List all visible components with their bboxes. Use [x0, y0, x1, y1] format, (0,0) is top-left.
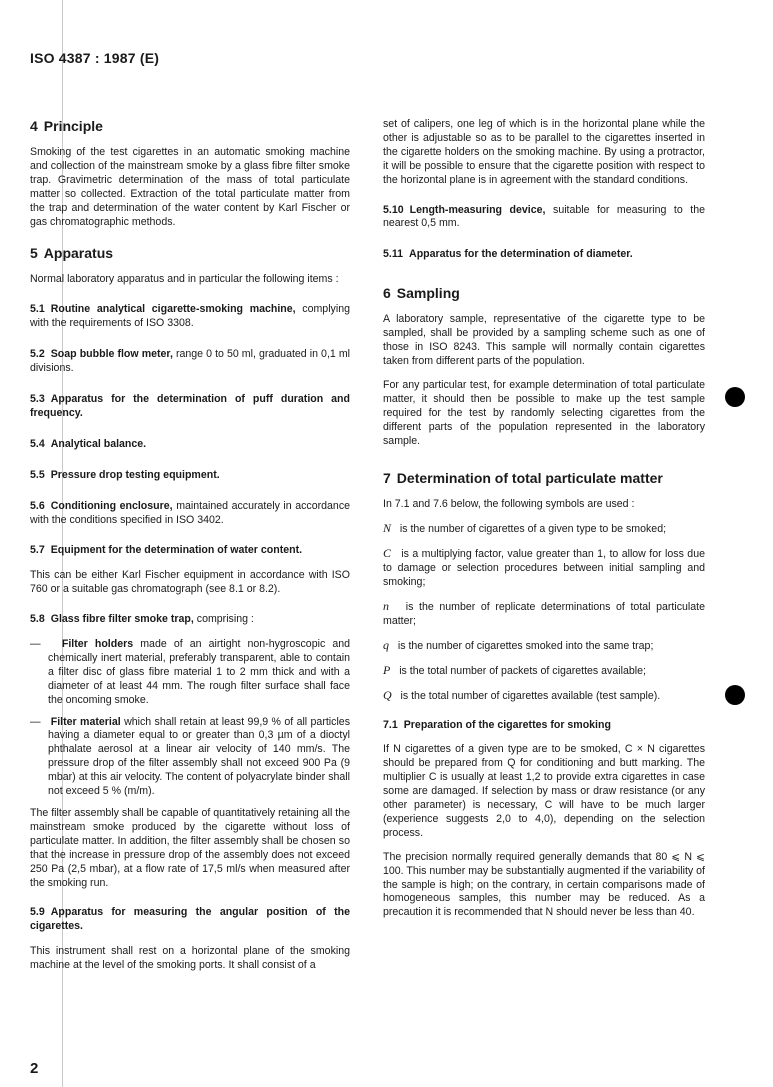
symbol-letter: P	[383, 662, 391, 677]
clause-5-10: 5.10 Length-measuring device, suitable for measuring to the nearest 0,5 mm.	[383, 203, 705, 230]
symbol-description: is the number of cigarettes of a given type to be smoked;	[399, 523, 667, 536]
section-4-heading: 4 Principle	[30, 118, 103, 134]
scan-blot-lower	[725, 685, 745, 705]
symbol-letter: q	[383, 637, 389, 652]
clause-5-8-heading: 5.8 Glass fibre filter smoke trap, comprising :	[30, 613, 254, 626]
symbol-letter: N	[383, 521, 392, 536]
clause-5-9-heading: 5.9 Apparatus for measuring the angular position of the cigarettes.	[30, 906, 350, 933]
symbol-description: is the total number of cigarettes available (test sample).	[400, 689, 661, 702]
symbol-description: is a multiplying factor, value greater than 1, to allow for loss due to damage or selection procedures between initial sampling and smoking;	[383, 548, 705, 589]
symbol-definition	[383, 664, 705, 679]
clause-5-4: 5.4 Analytical balance.	[30, 437, 147, 450]
symbol-definition	[383, 600, 705, 629]
section-5-heading: 5 Apparatus	[30, 245, 114, 262]
section-6-heading: 6 Sampling	[383, 285, 460, 302]
section-7-intro: In 7.1 and 7.6 below, the following symbols are used :	[383, 498, 635, 511]
right-column	[383, 118, 705, 930]
left-column	[30, 118, 350, 983]
clause-5-9-continuation: set of calipers, one leg of which is in the horizontal plane while the other is adjustable so as to be parallel to the cigarettes inserted in the cigarette holders on the smoking machine. By using a protractor, it will be possible to ensure that the cigarette position with respect to the horizontal plane is in agreement with the standard conditions.	[383, 118, 705, 186]
clause-5-3: 5.3 Apparatus for the determination of puff duration and frequency.	[30, 392, 350, 419]
section-6-para-1: A laboratory sample, representative of the cigarette type to be sampled, shall be provided by a sampling scheme such as one of those in ISO 8243. This sample will normally contain cigarettes taken from different parts of the population.	[383, 313, 705, 367]
clause-5-1: 5.1 Routine analytical cigarette-smoking machine, complying with the requirements of ISO 3308.	[30, 303, 350, 330]
filter-material-item: — Filter material which shall retain at least 99,9 % of all particles having a diameter equal to or greater than 0,3 µm of a dioctyl phthalate aerosol at a linear air velocity of 140 mm/s. The pressure drop of the filter assembly shall not exceed 900 Pa (9 mbar) at this air velocity. The content of polyacrylate binder shall not exceed 5 % (m/m).	[30, 715, 350, 798]
clause-5-6: 5.6 Conditioning enclosure, maintained accurately in accordance with the conditions specified in ISO 3402.	[30, 499, 351, 526]
scan-blot-upper	[725, 387, 745, 407]
document-header: ISO 4387 : 1987 (E)	[30, 50, 160, 66]
symbol-definition	[383, 547, 705, 590]
section-4-text: Smoking of the test cigarettes in an automatic smoking machine and collection of the mainstream smoke by a glass fibre filter smoke trap. Gravimetric determination of the mass of total particulate matter so collected. Extraction of the total particulate matter from the trap and determination of the water content by Karl Fischer or gas chromatographic methods.	[30, 146, 350, 228]
symbol-letter: Q	[383, 687, 392, 702]
clause-5-8-closing: The filter assembly shall be capable of quantitatively retaining all the mainstream smoke produced by the cigarette without loss of particulate matter. In addition, the filter assembly shall be chosen so that the increase in pressure drop of the assembly does not exceed 250 Pa (2,5 mbar), at a flow rate of 17,5 ml/s when measured after the smoking run.	[30, 807, 350, 889]
clause-5-9-text: This instrument shall rest on a horizontal plane of the smoking machine at the level of the smoking ports. It shall consist of a	[30, 945, 350, 972]
section-7-heading: 7 Determination of total particulate matter	[383, 470, 663, 487]
symbol-description: is the number of replicate determinations of total particulate matter;	[383, 600, 705, 627]
clause-5-7-text: This can be either Karl Fischer equipment in accordance with ISO 760 or a suitable gas chromatograph (see 8.1 or 8.2).	[30, 569, 350, 596]
page-number: 2	[30, 1060, 39, 1077]
section-6-para-2: For any particular test, for example determination of total particulate matter, it should then be possible to make up the test sample required for the test by randomly selecting cigarettes from the different parts of the population represented in the laboratory sample.	[383, 378, 705, 447]
clause-5-2: 5.2 Soap bubble flow meter, range 0 to 50 ml, graduated in 0,1 ml divisions.	[30, 348, 351, 375]
section-7-1-para-1: If N cigarettes of a given type are to be smoked, C × N cigarettes should be prepared from Q for conditioning and butt marking. The multiplier C is usually at least 1,2 to provide extra cigarettes in case some are damaged. If selection by mass or draw resistance (or any other parameter) is necessary, C will have to be much larger (experience suggests 2,0 to 4,0), depending on the selection process.	[383, 743, 705, 839]
symbol-definition	[383, 639, 705, 654]
symbol-description: is the number of cigarettes smoked into the same trap;	[397, 639, 654, 652]
filter-holders-item: — Filter holders made of an airtight non-hygroscopic and chemically inert material, preferably transparent, able to contain a filter disc of glass fibre material 1 to 2 mm thick and with a diameter of at least 44 mm. The rough filter surface shall face the oncoming smoke.	[30, 638, 350, 706]
symbol-letter: n	[383, 598, 389, 613]
symbol-description: is the total number of packets of cigarettes available;	[399, 664, 646, 677]
symbol-list	[383, 522, 705, 703]
section-5-intro: Normal laboratory apparatus and in particular the following items :	[30, 273, 339, 286]
symbol-letter: C	[383, 546, 392, 561]
clause-5-5: 5.5 Pressure drop testing equipment.	[30, 468, 220, 481]
symbol-definition	[383, 522, 705, 537]
clause-5-11: 5.11 Apparatus for the determination of diameter.	[383, 248, 633, 261]
section-7-1-heading: 7.1 Preparation of the cigarettes for smoking	[383, 719, 611, 732]
clause-5-7-heading: 5.7 Equipment for the determination of water content.	[30, 544, 303, 557]
symbol-definition	[383, 689, 705, 704]
section-7-1-para-2: The precision normally required generally demands that 80 ⩽ N ⩽ 100. This number may be substantially augmented if the variability of the sample is high; on the contrary, in certain comparisons made of homogeneous samples, this number may be reduced. As a precaution it is recommended that N should never be less than 40.	[383, 850, 705, 919]
